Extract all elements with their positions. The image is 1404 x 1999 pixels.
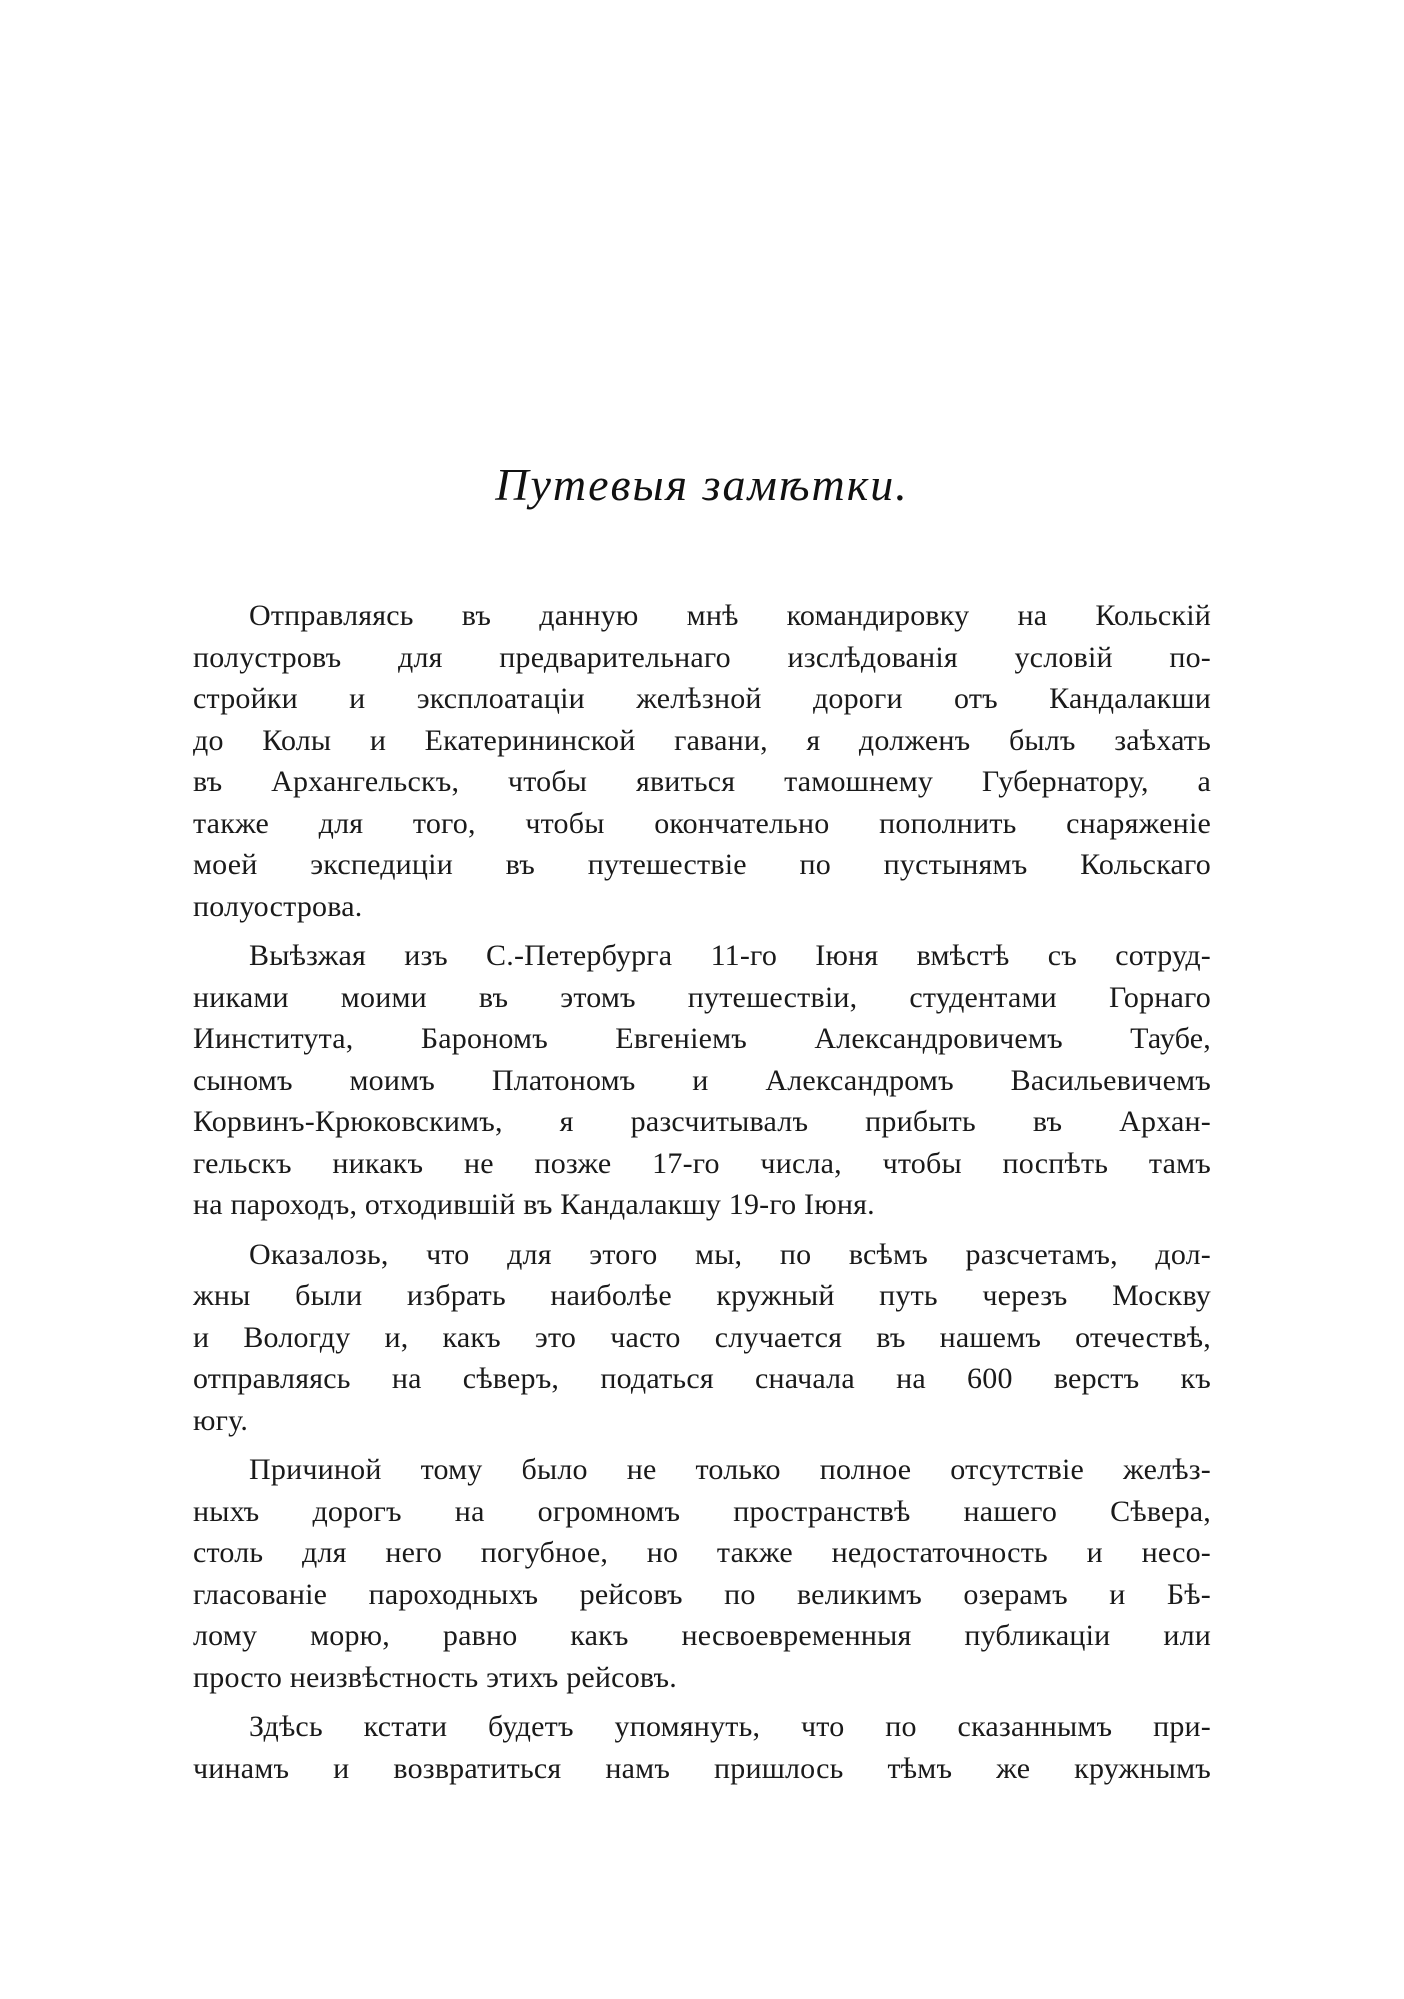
text-line: Здѣсь кстати будетъ упомянуть, что по сказаннымъ при- <box>249 1710 1211 1743</box>
paragraph-5 <box>193 1706 1211 1789</box>
text-line: никами моими въ этомъ путешествіи, студентами Горнаго <box>193 980 1211 1014</box>
text-line: Иинститута, Барономъ Евгеніемъ Александровичемъ Таубе, <box>193 1022 1211 1055</box>
text-line: на пароходъ, отходившій въ Кандалакшу 19-го Іюня. <box>193 1188 875 1221</box>
paragraph-gap <box>193 1698 1211 1706</box>
text-line: югу. <box>193 1403 249 1437</box>
text-line: просто неизвѣстность этихъ рейсовъ. <box>193 1660 677 1694</box>
text-line: стройки и эксплоатаціи желѣзной дороги отъ Кандалакши <box>193 682 1211 715</box>
body-text <box>193 595 1211 1789</box>
text-line: гельскъ никакъ не позже 17-го числа, чтобы поспѣть тамъ <box>193 1146 1211 1180</box>
text-line: Отправляясь въ данную мнѣ командировку на Кольскій <box>249 599 1211 632</box>
page-title: Путевыя замѣтки. <box>495 459 909 510</box>
text-line: отправляясь на сѣверъ, податься сначала на 600 верстъ къ <box>193 1362 1211 1395</box>
text-line: Оказалозь, что для этого мы, по всѣмъ разсчетамъ, дол- <box>249 1237 1211 1271</box>
text-line: Корвинъ-Крюковскимъ, я разсчитывалъ прибыть въ Архан- <box>193 1105 1211 1138</box>
paragraph-gap <box>193 1441 1211 1449</box>
paragraph-4 <box>193 1449 1211 1698</box>
text-line: жны были избрать наиболѣе кружный путь черезъ Москву <box>193 1279 1211 1312</box>
paragraph-3 <box>193 1234 1211 1442</box>
paragraph-gap <box>193 1226 1211 1234</box>
text-line: гласованіе пароходныхъ рейсовъ по великимъ озерамъ и Бѣ- <box>193 1577 1211 1611</box>
text-line: лому морю, равно какъ несвоевременныя публикаціи или <box>193 1619 1211 1652</box>
text-line: до Колы и Екатерининской гавани, я долженъ былъ заѣхать <box>193 723 1211 757</box>
paragraph-gap <box>193 927 1211 935</box>
text-line: и Вологду и, какъ это часто случается въ нашемъ отечествѣ, <box>193 1320 1211 1354</box>
text-line: Причиной тому было не только полное отсутствіе желѣз- <box>249 1453 1211 1486</box>
paragraph-2 <box>193 935 1211 1226</box>
text-line: ныхъ дорогъ на огромномъ пространствѣ нашего Сѣвера, <box>193 1494 1211 1528</box>
text-line: моей экспедиціи въ путешествіе по пустынямъ Кольскаго <box>193 848 1211 881</box>
text-line: полустровъ для предварительнаго изслѣдованія условій по- <box>193 640 1211 674</box>
text-line: чинамъ и возвратиться намъ пришлось тѣмъ же кружнымъ <box>193 1751 1211 1785</box>
text-line: Выѣзжая изъ С.-Петербурга 11-го Іюня вмѣстѣ съ сотруд- <box>249 939 1211 972</box>
text-line: въ Архангельскъ, чтобы явиться тамошнему Губернатору, а <box>193 765 1211 798</box>
text-line: сыномъ моимъ Платономъ и Александромъ Васильевичемъ <box>193 1063 1211 1097</box>
paragraph-1 <box>193 595 1211 927</box>
text-line: столь для него погубное, но также недостаточность и несо- <box>193 1536 1211 1569</box>
text-line: также для того, чтобы окончательно пополнить снаряженіе <box>193 806 1211 840</box>
text-line: полуострова. <box>193 889 363 923</box>
